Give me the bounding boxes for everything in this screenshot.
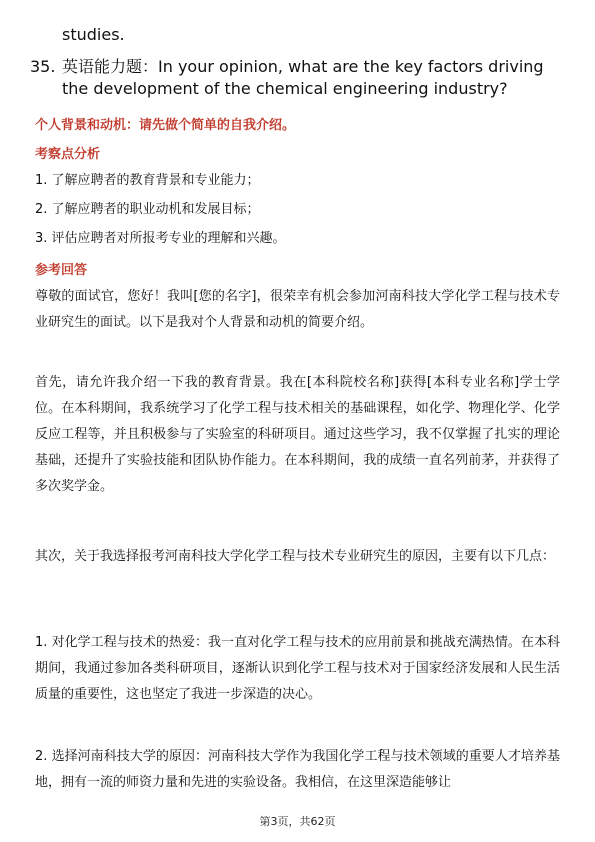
answer-heading: 参考回答 xyxy=(35,263,88,278)
topic-heading: 个人背景和动机：请先做个简单的自我介绍。 xyxy=(35,118,296,133)
analysis-item: 1. 了解应聘者的教育背景和专业能力； xyxy=(35,173,260,188)
answer-paragraph: 首先，请允许我介绍一下我的教育背景。我在[本科院校名称]获得[本科专业名称]学士学位。在本科期间，我系统学习了化学工程与技术相关的基础课程，如化学、物理化学、化学反应工程等，并且积极参与了实验室的科研项目。通过这些学习，我不仅掌握了扎实的理论基础，还提升了实验技能和团队协作能力。在本科期间，我的成绩一直名列前茅，并获得了多次奖学金。 xyxy=(35,375,560,494)
question-number: 35. xyxy=(30,57,56,76)
answer-paragraph: 其次，关于我选择报考河南科技大学化学工程与技术专业研究生的原因，主要有以下几点： xyxy=(35,549,556,564)
question-text: 英语能力题：In your opinion, what are the key factors driving the development of the chemical engineering industry? xyxy=(62,57,544,98)
answer-paragraph: 1. 对化学工程与技术的热爱：我一直对化学工程与技术的应用前景和挑战充满热情。在本科期间，我通过参加各类科研项目，逐渐认识到化学工程与技术对于国家经济发展和人民生活质量的重要性，这也坚定了我进一步深造的决心。 xyxy=(35,635,560,702)
previous-answer-tail: studies. xyxy=(62,25,125,44)
page-footer: 第3页，共62页 xyxy=(259,815,336,828)
answer-paragraph: 尊敬的面试官，您好！我叫[您的名字]，很荣幸有机会参加河南科技大学化学工程与技术专业研究生的面试。以下是我对个人背景和动机的简要介绍。 xyxy=(35,289,560,330)
analysis-heading: 考察点分析 xyxy=(35,147,101,162)
analysis-item: 2. 了解应聘者的职业动机和发展目标； xyxy=(35,202,260,217)
answer-paragraph: 2. 选择河南科技大学的原因：河南科技大学作为我国化学工程与技术领域的重要人才培养基地，拥有一流的师资力量和先进的实验设备。我相信，在这里深造能够让 xyxy=(35,749,560,790)
question-35 xyxy=(30,56,570,100)
analysis-item: 3. 评估应聘者对所报考专业的理解和兴趣。 xyxy=(35,231,286,246)
